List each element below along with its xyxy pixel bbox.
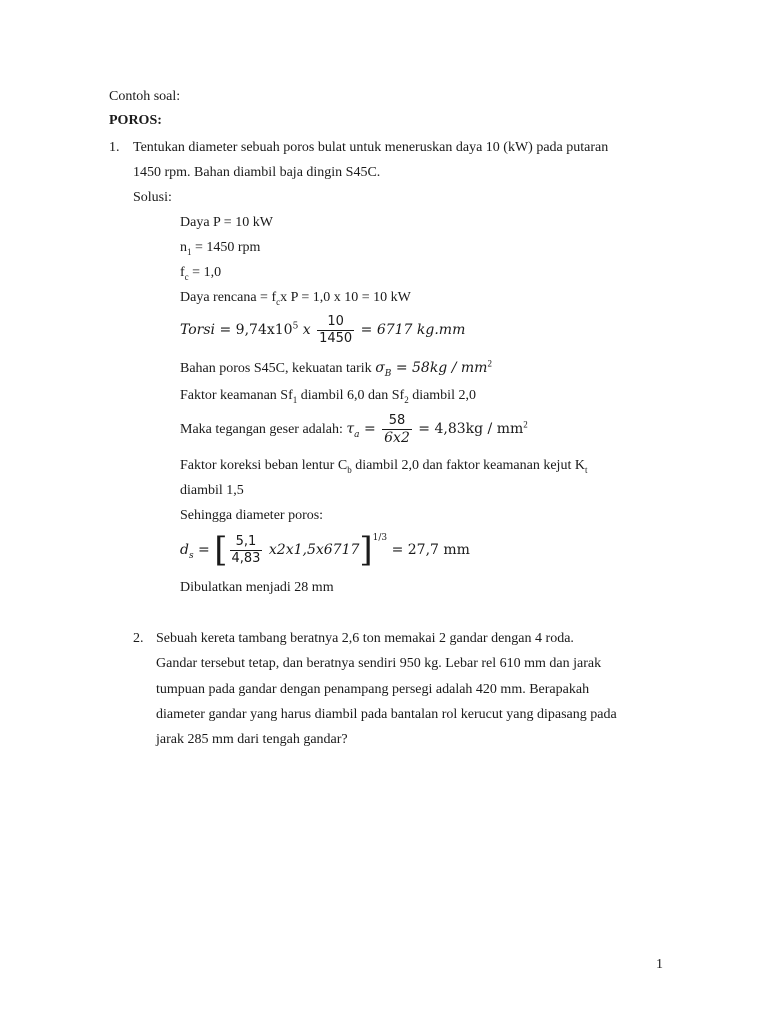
problem2-number: 2. — [133, 631, 144, 646]
fc-line: $f_c = 1,0$ — [180, 265, 222, 282]
n1-line: $n_1 = 1450$ rpm — [180, 240, 261, 257]
sehingga-line: Sehingga diameter poros: — [180, 508, 324, 523]
bahan-line: Bahan poros S45C, kekuatan tarik $\sigma_B = 58kg / mm^2$ — [180, 358, 492, 379]
daya-rencana-line: Daya rencana = $f_cx$ P = 1,0 x 10 = 10 kW — [180, 290, 411, 307]
koreksi-line1: Faktor koreksi beban lentur $C_b$ diambil 2,0 dan faktor keamanan kejut $K_t$ — [180, 458, 588, 475]
problem2-line1: Sebuah kereta tambang beratnya 2,6 ton memakai 2 gandar dengan 4 roda. — [156, 631, 574, 646]
page-number: 1 — [656, 957, 663, 972]
intro-text: Contoh soal: — [109, 89, 181, 104]
problem2-line2: Gandar tersebut tetap, dan beratnya sendiri 950 kg. Lebar rel 610 mm dan jarak — [156, 656, 602, 671]
problem2-line4: diameter gandar yang harus diambil pada bantalan rol kerucut yang dipasang pada — [156, 707, 617, 722]
daya-line: Daya P = 10 kW — [180, 215, 273, 230]
problem2-line5: jarak 285 mm dari tengah gandar? — [156, 732, 348, 747]
torsi-fraction: $\frac{10}{1450}$ — [319, 313, 353, 346]
dibulatkan-line: Dibulatkan menjadi 28 mm — [180, 580, 334, 595]
torsi-equation: Torsi = $9,74x10^5$ x $\frac{10}{1450}$ = 6717 kg.mm — [180, 313, 466, 346]
problem1-line2: 1450 rpm. Bahan diambil baja dingin S45C. — [133, 165, 381, 180]
diameter-fraction: $\frac{5,1}{4,83}$ — [231, 533, 261, 566]
problem1-line1: Tentukan diameter sebuah poros bulat untuk meneruskan daya 10 (kW) pada putaran — [133, 140, 609, 155]
problem1-number: 1. — [109, 140, 120, 155]
diameter-equation: $d_s$ = [ $\frac{5,1}{4,83}$ x2x1,5x6717]$^{1/3}$ = 27,7 mm — [180, 530, 470, 570]
koreksi-line2: diambil 1,5 — [180, 483, 244, 498]
solusi-label: Solusi: — [133, 190, 172, 205]
tegangan-geser-line: Maka tegangan geser adalah: $\tau_a$ = $\frac{58}{6x2}$ = $4,83kg / mm^2$ — [180, 413, 528, 447]
faktor-keamanan-line: Faktor keamanan $Sf_1$ diambil 6,0 dan $Sf_2$ diambil 2,0 — [180, 388, 476, 405]
section-title: POROS: — [109, 113, 162, 128]
problem2-line3: tumpuan pada gandar dengan penampang persegi adalah 420 mm. Berapakah — [156, 682, 590, 697]
geser-fraction: $\frac{58}{6x2}$ — [384, 413, 410, 447]
